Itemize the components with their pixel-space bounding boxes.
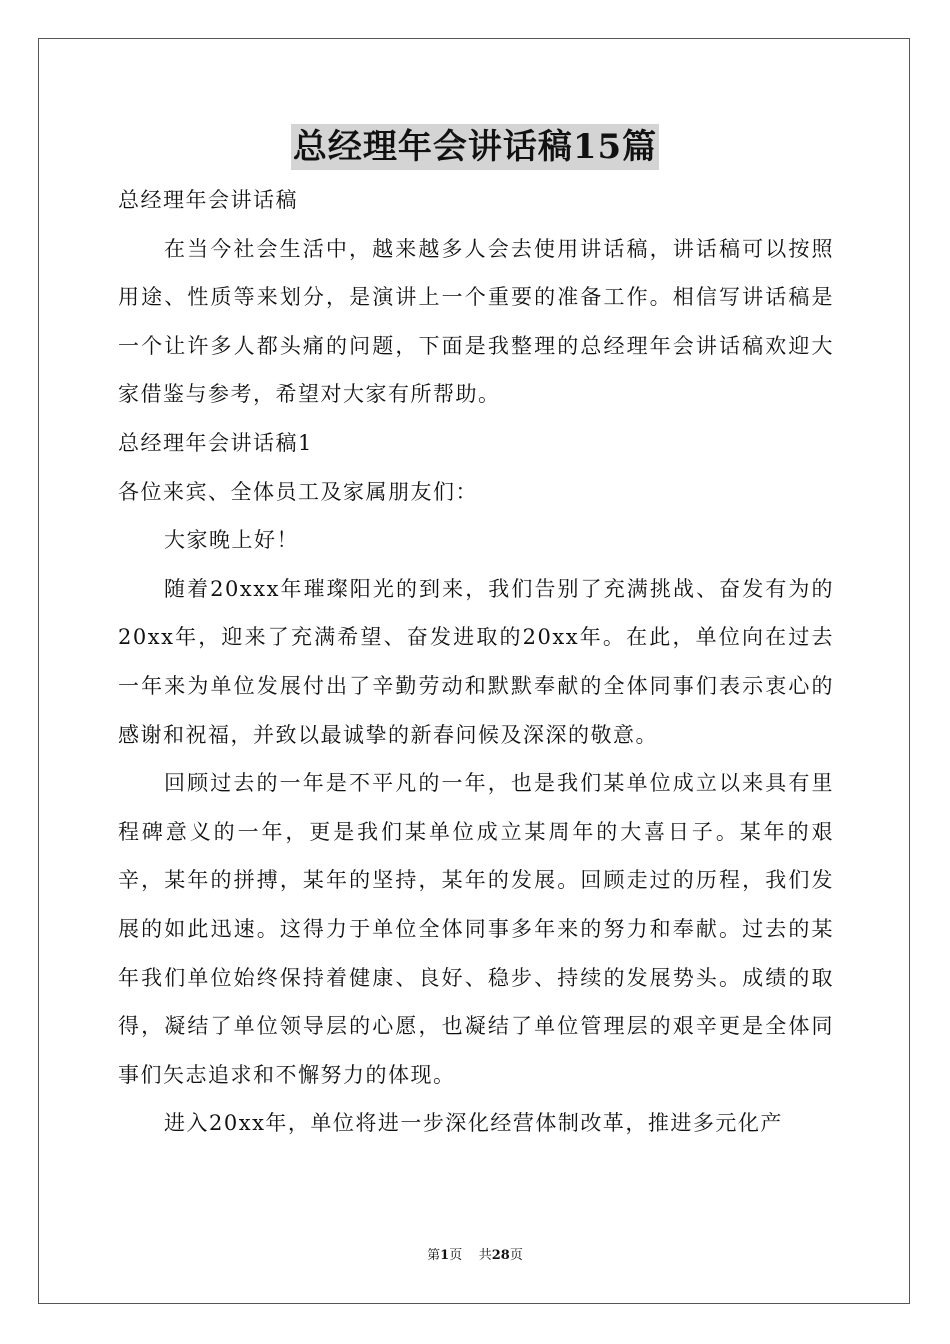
total-suffix: 页 bbox=[509, 1248, 523, 1263]
page-prefix: 第 bbox=[427, 1248, 441, 1263]
greeting: 大家晚上好！ bbox=[164, 528, 299, 553]
total-prefix: 共 bbox=[478, 1248, 492, 1263]
subtitle: 总经理年会讲话稿 bbox=[118, 188, 298, 212]
body-paragraph-1: 随着20xxx年璀璨阳光的到来，我们告别了充满挑战、奋发有为的20xx年，迎来了充满希望、奋发进取的20xx年。在此，单位向在过去一年来为单位发展付出了辛勤劳动和默默奉献的全体同事们表示衷心的感谢和祝福，并致以最诚挚的新春问候及深深的敬意。 bbox=[118, 576, 834, 747]
intro-paragraph: 在当今社会生活中，越来越多人会去使用讲话稿，讲话稿可以按照用途、性质等来划分，是演讲上一个重要的准备工作。相信写讲话稿是一个让许多人都头痛的问题，下面是我整理的总经理年会讲话稿欢迎大家借鉴与参考，希望对大家有所帮助。 bbox=[118, 236, 834, 407]
section-heading: 总经理年会讲话稿1 bbox=[118, 430, 313, 455]
document-title: 总经理年会讲话稿15篇 bbox=[291, 124, 659, 170]
body-paragraph-2: 回顾过去的一年是不平凡的一年，也是我们某单位成立以来具有里程碑意义的一年，更是我们某单位成立某周年的大喜日子。某年的艰辛，某年的拼搏，某年的坚持，某年的发展。回顾走过的历程，我们发展的如此迅速。这得力于单位全体同事多年来的努力和奉献。过去的某年我们单位始终保持着健康、良好、稳步、持续的发展势头。成绩的取得，凝结了单位领导层的心愿，也凝结了单位管理层的艰辛更是全体同事们矢志追求和不懈努力的体现。 bbox=[118, 771, 834, 1087]
document-body bbox=[118, 176, 834, 1148]
page-suffix: 页 bbox=[449, 1248, 463, 1263]
salutation: 各位来宾、全体员工及家属朋友们： bbox=[118, 479, 478, 504]
page-number: 1 bbox=[440, 1248, 450, 1263]
body-paragraph-3: 进入20xx年，单位将进一步深化经营体制改革，推进多元化产 bbox=[164, 1111, 783, 1136]
page-footer bbox=[0, 1246, 950, 1266]
title-container bbox=[0, 124, 950, 170]
total-pages: 28 bbox=[491, 1248, 510, 1263]
